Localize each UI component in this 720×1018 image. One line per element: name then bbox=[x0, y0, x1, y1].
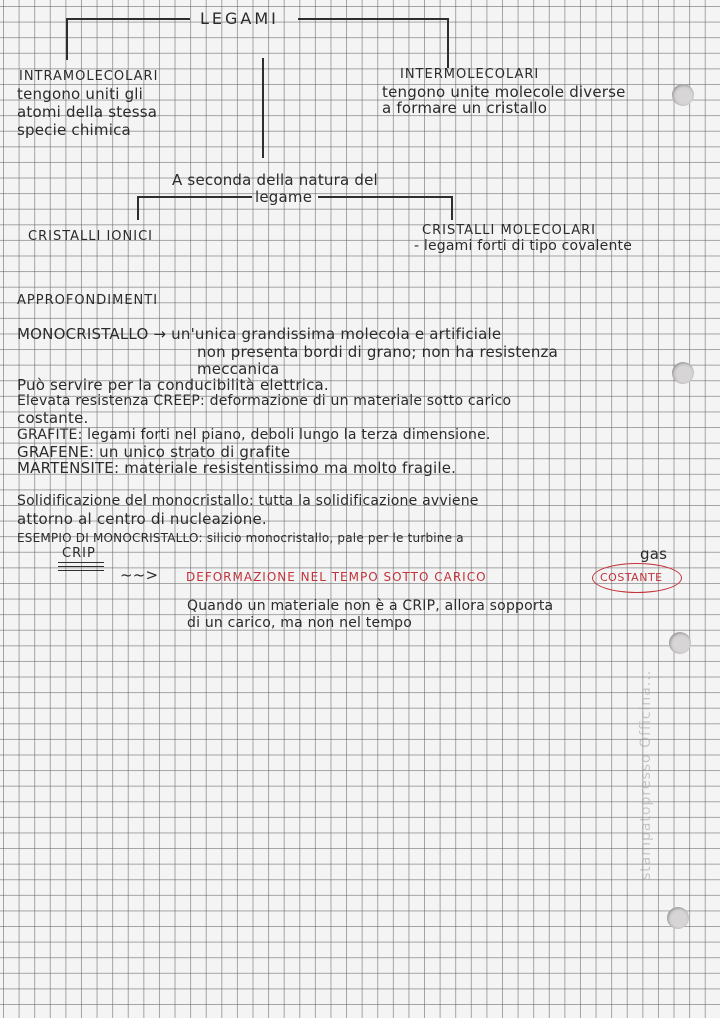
body-line-13: gas bbox=[640, 545, 668, 563]
costante-text: COSTANTE bbox=[600, 571, 663, 584]
creep-underline-1 bbox=[58, 562, 104, 563]
body-line-9: MARTENSITE: materiale resistentissimo ma molto fragile. bbox=[17, 459, 457, 477]
nature-line-2: legame bbox=[255, 188, 313, 206]
cristalli-molecolari-heading: CRISTALLI MOLECOLARI bbox=[422, 223, 596, 238]
creep-underline-2 bbox=[58, 566, 104, 567]
center-divider bbox=[262, 58, 264, 158]
intra-line-3: specie chimica bbox=[17, 121, 131, 139]
intra-line-2: atomi della stessa bbox=[17, 103, 158, 121]
branch-right bbox=[318, 196, 452, 198]
title-line-right-drop bbox=[447, 18, 449, 68]
title-line-left-drop bbox=[66, 18, 68, 60]
body-line-5: Elevata resistenza CREEP: deformazione di un materiale sotto carico bbox=[17, 393, 512, 409]
binder-hole-2 bbox=[672, 362, 694, 384]
branch-left bbox=[137, 196, 252, 198]
body-line-10: Solidificazione del monocristallo: tutta la solidificazione avviene bbox=[17, 493, 479, 509]
body-line-11: attorno al centro di nucleazione. bbox=[17, 510, 267, 528]
body-line-2: non presenta bordi di grano; non ha resistenza bbox=[197, 343, 559, 361]
body-line-12: ESEMPIO DI MONOCRISTALLO: silicio monocristallo, pale per le turbine a bbox=[17, 531, 464, 545]
title-line-right bbox=[298, 18, 448, 20]
creep-underline-3 bbox=[58, 570, 104, 571]
body-line-6: costante. bbox=[17, 409, 89, 427]
cristalli-molecolari-line: - legami forti di tipo covalente bbox=[414, 238, 633, 254]
note-line-1: Quando un materiale non è a CRIP, allora sopporta bbox=[187, 598, 554, 614]
creep-arrow: ~~> bbox=[120, 566, 159, 584]
branch-right-drop bbox=[451, 196, 453, 220]
inter-heading: INTERMOLECOLARI bbox=[400, 67, 540, 82]
watermark: stampatopresso Officina... bbox=[638, 669, 654, 880]
branch-left-drop bbox=[137, 196, 139, 220]
cristalli-ionici: CRISTALLI IONICI bbox=[28, 229, 154, 244]
body-line-7: GRAFITE: legami forti nel piano, deboli lungo la terza dimensione. bbox=[17, 427, 491, 443]
page-title: LEGAMI bbox=[200, 9, 279, 28]
nature-line-1: A seconda della natura del bbox=[172, 171, 378, 189]
intra-line-1: tengono uniti gli bbox=[17, 85, 144, 103]
binder-hole-3 bbox=[669, 632, 691, 654]
title-line-left bbox=[66, 18, 190, 20]
binder-hole-4 bbox=[667, 907, 689, 929]
note-line-2: di un carico, ma non nel tempo bbox=[187, 615, 412, 631]
body-line-3: meccanica bbox=[197, 360, 280, 378]
body-line-4: Può servire per la conducibilità elettrica. bbox=[17, 376, 329, 394]
body-line-1: MONOCRISTALLO → un'unica grandissima molecola e artificiale bbox=[17, 325, 502, 343]
inter-line-1: tengono unite molecole diverse bbox=[382, 83, 626, 101]
deformazione-text: DEFORMAZIONE NEL TEMPO SOTTO CARICO bbox=[186, 570, 487, 584]
inter-line-2: a formare un cristallo bbox=[382, 99, 548, 117]
binder-hole-1 bbox=[672, 84, 694, 106]
creep-label: CRIP bbox=[62, 546, 96, 561]
intra-heading: INTRAMOLECOLARI bbox=[19, 69, 159, 84]
approfondimenti-heading: APPROFONDIMENTI bbox=[17, 293, 159, 308]
body-line-8: GRAFENE: un unico strato di grafite bbox=[17, 443, 291, 461]
